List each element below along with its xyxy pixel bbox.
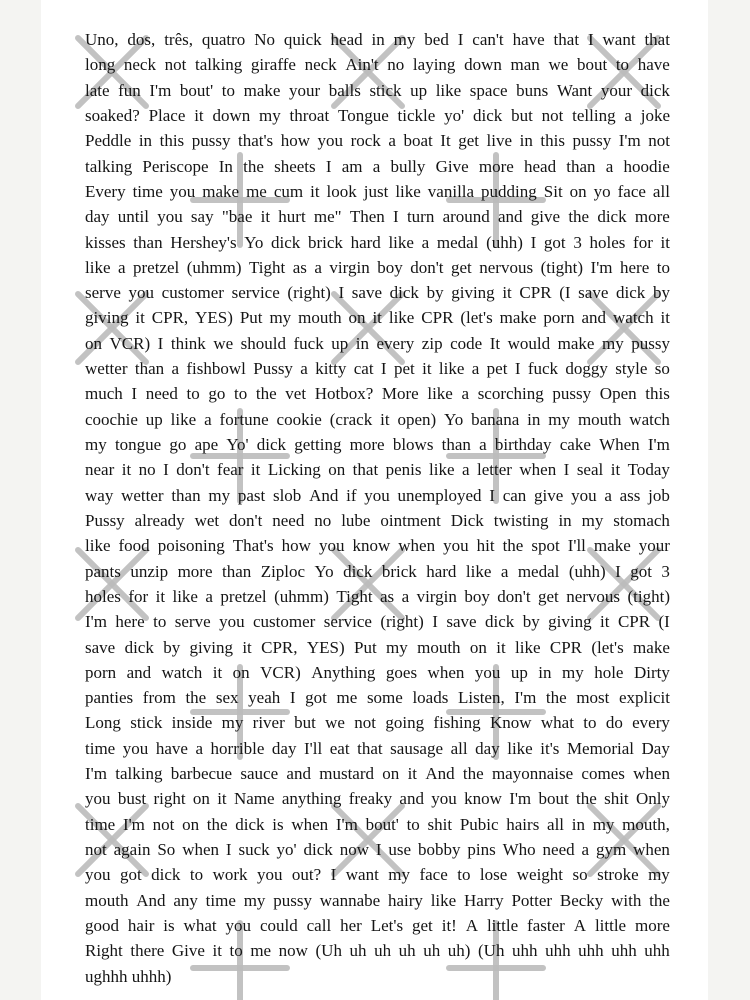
lyrics-line: like food poisoning That's how you know when you hit the spot I'll make your bbox=[85, 536, 670, 556]
lyrics-line: Long stick inside my river but we not going fishing Know what to do every bbox=[85, 713, 670, 733]
left-margin bbox=[0, 0, 41, 1000]
lyrics-line: porn and watch it on VCR) Anything goes when you up in my hole Dirty bbox=[85, 662, 670, 682]
lyrics-line: day until you say "bae it hurt me" Then I turn around and give the dick more bbox=[85, 207, 670, 227]
lyrics-line: Right there Give it to me now (Uh uh uh uh uh uh) (Uh uhh uhh uhh uhh uhh bbox=[85, 941, 670, 961]
lyrics-line: not again So when I suck yo' dick now I use bobby pins Who need a gym when bbox=[85, 840, 670, 859]
lyrics-line: Pussy already wet don't need no lube ointment Dick twisting in my stomach bbox=[85, 510, 670, 530]
lyrics-line: you bust right on it Name anything freaky and you know I'm bout the shit Only bbox=[85, 789, 670, 809]
lyrics-line: way wetter than my past slob And if you unemployed I can give you a ass job bbox=[85, 485, 670, 505]
lyrics-line: wetter than a fishbowl Pussy a kitty cat I pet it like a pet I fuck doggy style so bbox=[85, 359, 670, 379]
lyrics-line: serve you customer service (right) I save dick by giving it CPR (I save dick by bbox=[85, 283, 670, 303]
lyrics-line: coochie up like a fortune cookie (crack it open) Yo banana in my mouth watch bbox=[85, 409, 670, 429]
lyrics-line: panties from the sex yeah I got me some loads Listen, I'm the most explicit bbox=[85, 688, 670, 708]
lyrics-line: mouth And any time my pussy wannabe hairy like Harry Potter Becky with the bbox=[85, 890, 670, 910]
lyrics-line: holes for it like a pretzel (uhmm) Tight as a virgin boy don't get nervous (tight) bbox=[85, 586, 670, 606]
lyrics-line: my tongue go ape Yo' dick getting more blows than a birthday cake When I'm bbox=[85, 435, 670, 454]
right-margin bbox=[708, 0, 750, 1000]
lyrics-line: time I'm not on the dick is when I'm bout' to shit Pubic hairs all in my mouth, bbox=[85, 814, 670, 834]
lyrics-line: save dick by giving it CPR, YES) Put my mouth on it like CPR (let's make bbox=[85, 637, 670, 657]
lyrics-line: pants unzip more than Ziploc Yo dick brick hard like a medal (uhh) I got 3 bbox=[85, 561, 670, 581]
lyrics-line: I'm talking barbecue sauce and mustard on it And the mayonnaise comes when bbox=[85, 764, 670, 784]
lyrics-line: much I need to go to the vet Hotbox? More like a scorching pussy Open this bbox=[85, 384, 670, 404]
lyrics-line: Uno, dos, três, quatro No quick head in my bed I can't have that I want that bbox=[85, 30, 670, 49]
lyrics-line: like a pretzel (uhmm) Tight as a virgin boy don't get nervous (tight) I'm here to bbox=[85, 257, 670, 277]
lyrics-line: good hair is what you could call her Let's get it! A little faster A little more bbox=[85, 915, 670, 935]
lyrics-line: you got dick to work you out? I want my face to lose weight so stroke my bbox=[85, 865, 670, 885]
lyrics-line: talking Periscope In the sheets I am a bully Give more head than a hoodie bbox=[85, 156, 670, 176]
lyrics-line: Peddle in this pussy that's how you rock a boat It get live in this pussy I'm not bbox=[85, 131, 670, 151]
lyrics-line: long neck not talking giraffe neck Ain't no laying down man we bout to have bbox=[85, 55, 670, 75]
lyrics-line: giving it CPR, YES) Put my mouth on it like CPR (let's make porn and watch it bbox=[85, 308, 670, 328]
lyrics-line: late fun I'm bout' to make your balls stick up like space buns Want your dick bbox=[85, 80, 670, 100]
lyrics-line: kisses than Hershey's Yo dick brick hard like a medal (uhh) I got 3 holes for it bbox=[85, 232, 670, 252]
lyrics-line: on VCR) I think we should fuck up in every zip code It would make my pussy bbox=[85, 333, 670, 353]
lyrics-line: Every time you make me cum it look just like vanilla pudding Sit on yo face all bbox=[85, 181, 670, 201]
lyrics-text bbox=[85, 27, 670, 989]
lyrics-line: I'm here to serve you customer service (right) I save dick by giving it CPR (I bbox=[85, 612, 670, 632]
lyrics-line: time you have a horrible day I'll eat that sausage all day like it's Memorial Day bbox=[85, 738, 670, 758]
lyrics-line: near it no I don't fear it Licking on that penis like a letter when I seal it Today bbox=[85, 460, 670, 480]
lyrics-line: soaked? Place it down my throat Tongue tickle yo' dick but not telling a joke bbox=[85, 105, 670, 125]
lyrics-line: ughhh uhhh) bbox=[85, 966, 172, 986]
